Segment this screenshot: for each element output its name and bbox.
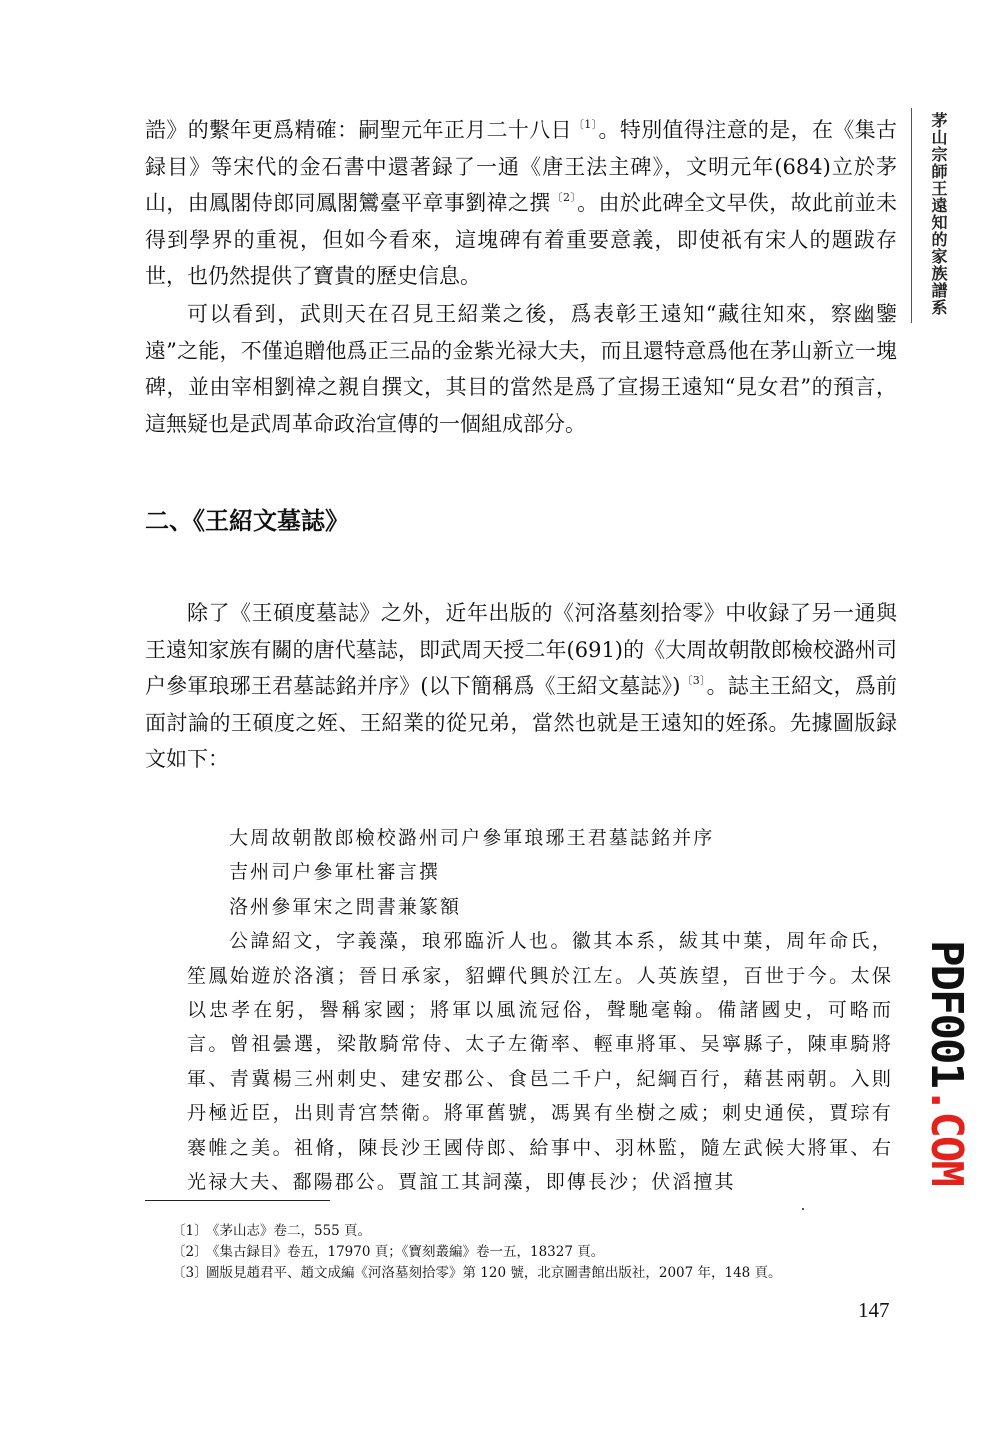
- paragraph-2: 可以看到，武則天在召見王紹業之後，爲表彰王遠知“藏往知來，察幽鑒遠”之能，不僅追贈他爲正三品的金紫光禄大夫，而且還特意爲他在茅山新立一塊碑，並由宰相劉禕之親自撰文，其目的當然是爲了宣揚王遠知“見女君”的預言，這無疑也是武周革命政治宣傳的一個組成部分。: [145, 302, 897, 436]
- paragraph-3: [145, 595, 897, 778]
- footnote-ref-1[interactable]: 〔1〕: [572, 118, 598, 131]
- footnote-ref-2[interactable]: 〔2〕: [551, 191, 577, 205]
- epitaph-author: 吉州司户參軍杜審言撰: [229, 861, 441, 884]
- footnote-text: 圖版見趙君平、趙文成編《河洛墓刻拾零》第 120 號，北京圖書館出版社，2007 年，148 頁。: [206, 1265, 782, 1281]
- running-head-rule: [911, 108, 912, 323]
- footnote-text: 《茅山志》卷二，555 頁。: [206, 1223, 372, 1239]
- paragraph-1-text-c: 。由於此碑全文早佚，故此前並未得到學界的重視，但如今看來，這塊碑有着重要意義，即使祇有宋人的題跋存世，也仍然提供了寶貴的歷史信息。: [145, 191, 898, 289]
- footnote-text: 《集古録目》卷五，17970 頁；《寶刻叢編》卷一五，18327 頁。: [206, 1244, 605, 1260]
- section-title: 二、《王紹文墓誌》: [145, 506, 349, 535]
- paragraph-1: [145, 112, 897, 295]
- footnotes: [172, 1221, 872, 1284]
- epitaph-calligrapher: 洛州參軍宋之問書兼篆額: [229, 895, 462, 918]
- footnote-number: 〔3〕: [172, 1265, 208, 1281]
- running-head: 茅山宗師王遠知的家族譜系: [929, 112, 948, 316]
- watermark-text-main: PDF001: [921, 940, 972, 1087]
- page-number: 147: [858, 1298, 890, 1322]
- epitaph-body: 公諱紹文，字義藻，琅邪臨沂人也。徽其本系，紱其中葉，周年命氏，笙鳳始遊於洛濱；晉日承家，貂蟬代興於江左。人英族望，百世于今。太保以忠孝在躬，譽稱家國；將軍以風流冠俗，聲馳毫翰。備諸國史，可略而言。曾祖曇選，梁散騎常侍、太子左衛率、輕車將軍、吴寧縣子，陳車騎將軍、青冀楊三州刺史、建安郡公、食邑二千户，紀綱百行，藉甚兩朝。入則丹極近臣，出則青宫禁衛。將軍舊號，馮異有坐樹之威；刺史通侯，賈琮有褰帷之美。祖脩，陳長沙王國侍郎、給事中、羽林監，隨左武候大將軍、右光禄大夫、鄱陽郡公。賈誼工其詞藻，即傳長沙；伏滔擅其: [187, 930, 893, 1194]
- footnote-2: [172, 1242, 872, 1263]
- epitaph-quote: [187, 821, 893, 1199]
- paragraph-1-text-a: 誥》的繫年更爲精確：嗣聖元年正月二十八日: [145, 118, 572, 142]
- footnote-1: [172, 1221, 872, 1242]
- watermark-logo: [918, 940, 974, 1185]
- paragraph-3-text-b: 。誌主王紹文，爲前面討論的王碩度之姪、王紹業的從兄弟，當然也就是王遠知的姪孫。先據圖版録文如下：: [145, 674, 898, 772]
- footnote-rule: [145, 1200, 330, 1201]
- epitaph-title: 大周故朝散郎檢校潞州司户參軍琅琊王君墓誌銘并序: [229, 827, 715, 849]
- footnote-3: [172, 1263, 872, 1284]
- paragraph-3-text-a: 除了《王碩度墓誌》之外，近年出版的《河洛墓刻拾零》中收録了另一通與王遠知家族有關的唐代墓誌，即武周天授二年(691)的《大周故朝散郎檢校潞州司户參軍琅琊王君墓誌銘并序》(以下簡稱爲《王紹文墓誌》): [145, 601, 897, 699]
- footnote-number: 〔2〕: [172, 1244, 208, 1260]
- watermark-text-domain: .COM: [921, 1086, 972, 1185]
- paragraph-1-text-b: 。特別值得注意的是，在《集古録目》等宋代的金石書中還著録了一通《唐王法主碑》，文明元年(684)立於茅山，由鳳閣侍郎同鳳閣鸞臺平章事劉禕之撰: [145, 118, 898, 216]
- footnote-number: 〔1〕: [172, 1223, 208, 1239]
- stray-dot: [802, 1208, 804, 1210]
- footnote-ref-3[interactable]: 〔3〕: [681, 674, 706, 688]
